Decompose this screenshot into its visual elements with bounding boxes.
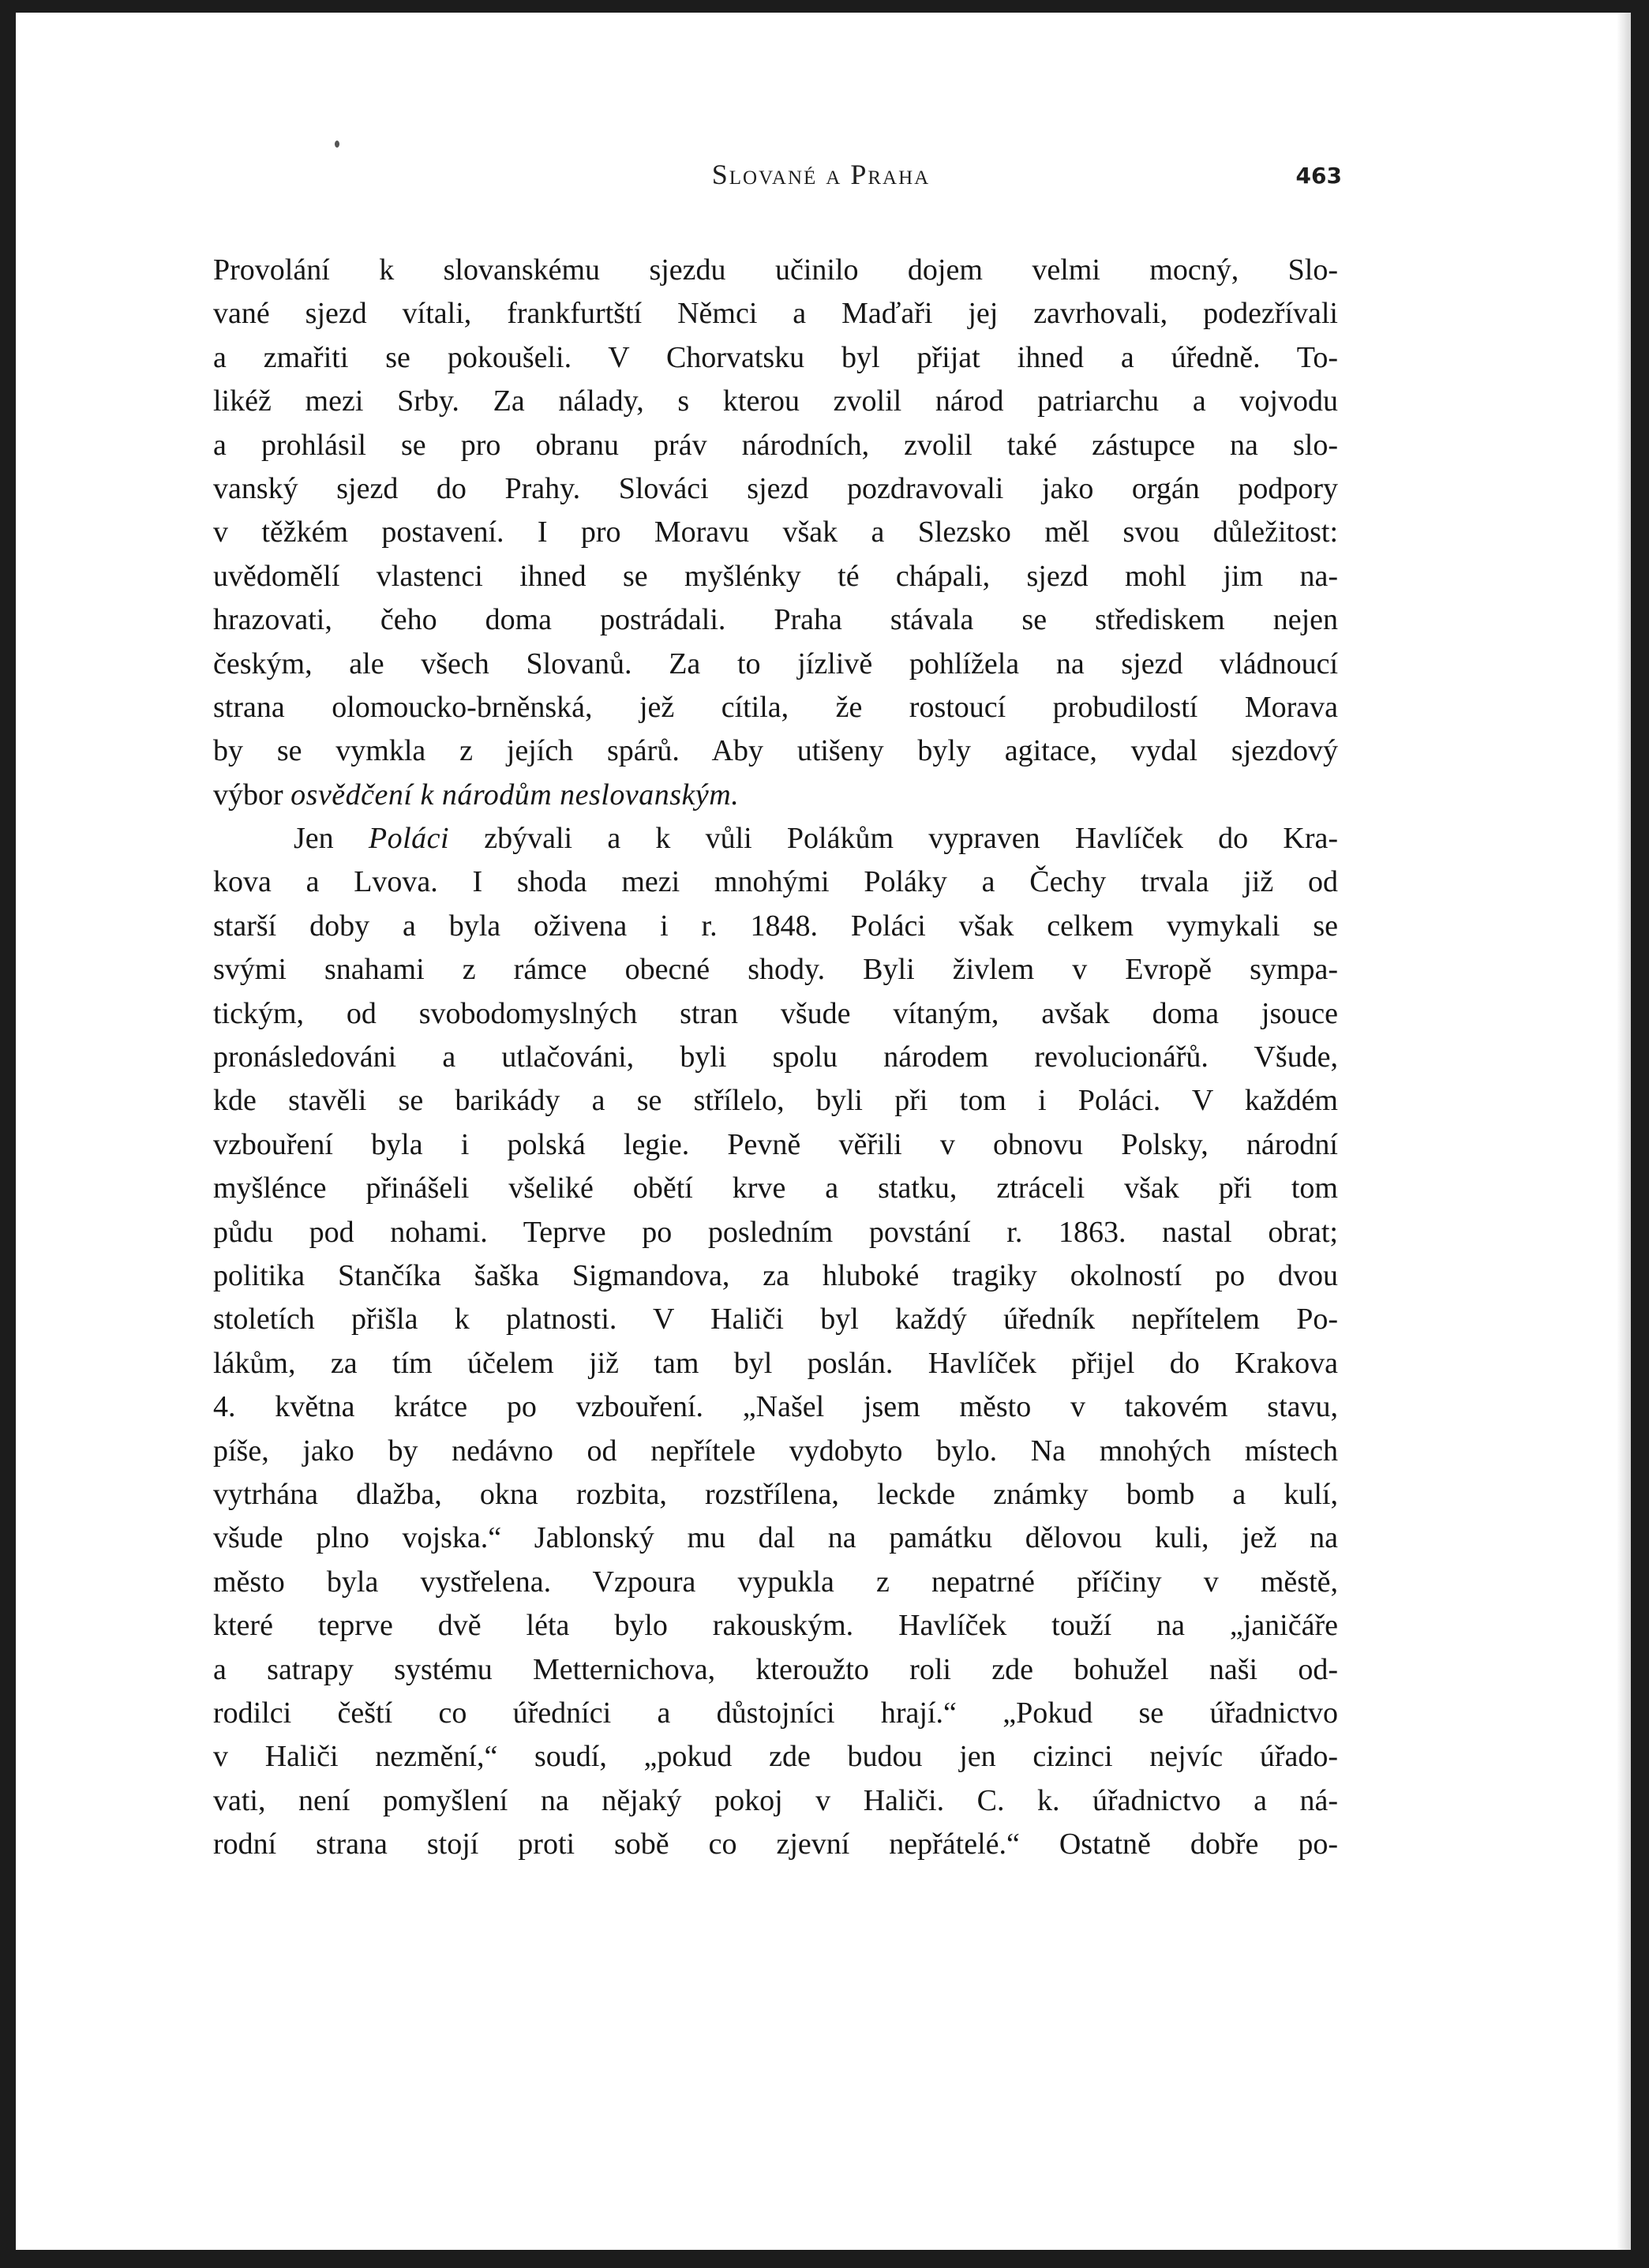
- text-line: píše, jako by nedávno od nepřítele vydobyto bylo. Na mnohých místech: [213, 1434, 1338, 1468]
- text-line: starší doby a byla oživena i r. 1848. Poláci však celkem vymykali se: [213, 909, 1338, 943]
- text-line: vzbouření byla i polská legie. Pevně věřili v obnovu Polsky, národní: [213, 1127, 1338, 1161]
- text-line: vytrhána dlažba, okna rozbita, rozstřílena, leckde známky bomb a kulí,: [213, 1477, 1338, 1511]
- text-line: strana olomoucko-brněnská, jež cítila, že rostoucí probudilostí Morava: [213, 690, 1338, 724]
- text-line: hrazovati, čeho doma postrádali. Praha stávala se střediskem nejen: [213, 603, 1338, 637]
- text-line: všude plno vojska.“ Jablonský mu dal na památku dělovou kuli, jež na: [213, 1521, 1338, 1555]
- scan-border-top: [0, 0, 1649, 13]
- paragraph-2-first-line: [213, 817, 1338, 860]
- text-line-last-para1: [213, 774, 860, 817]
- text-line: a prohlásil se pro obranu práv národních, zvolil také zástupce na slo-: [213, 428, 1338, 462]
- text-line: českým, ale všech Slovanů. Za to jízlivě pohlížela na sjezd vládnoucí: [213, 647, 1338, 680]
- text-line: město byla vystřelena. Vzpoura vypukla z nepatrné příčiny v městě,: [213, 1565, 1338, 1599]
- page-number: 463: [1295, 163, 1342, 189]
- text-line: Provolání k slovanskému sjezdu učinilo dojem velmi mocný, Slo-: [213, 253, 1338, 287]
- running-header-title: Slované a Praha: [711, 159, 931, 190]
- text-line: lákům, za tím účelem již tam byl poslán. Havlíček přijel do Krakova: [213, 1346, 1338, 1380]
- text-line: pronásledováni a utlačováni, byli spolu národem revolucionářů. Všude,: [213, 1040, 1338, 1074]
- scan-border-right: [1631, 0, 1649, 2268]
- text-line: politika Stančíka šaška Sigmandova, za hluboké tragiky okolností po dvou: [213, 1258, 1338, 1292]
- body-text: [213, 249, 1338, 1866]
- text-line-prefix: výbor: [213, 778, 291, 812]
- text-line: 4. května krátce po vzbouření. „Našel jsem město v takovém stavu,: [213, 1390, 1338, 1424]
- text-line: které teprve dvě léta bylo rakouským. Havlíček touží na „janičáře: [213, 1609, 1338, 1643]
- text-line: rodilci čeští co úředníci a důstojníci hrají.“ „Pokud se úřadnictvo: [213, 1696, 1338, 1730]
- text-line: v Haliči nezmění,“ soudí, „pokud zde budou jen cizinci nejvíc úřado-: [213, 1740, 1338, 1774]
- italic-title: osvědčení k národům neslovanským.: [290, 778, 740, 812]
- text-line: svými snahami z rámce obecné shody. Byli živlem v Evropě sympa-: [213, 953, 1338, 987]
- text-line: kde stavěli se barikády a se střílelo, byli při tom i Poláci. V každém: [213, 1084, 1338, 1118]
- text-line: kova a Lvova. I shoda mezi mnohými Poláky a Čechy trvala již od: [213, 865, 1338, 899]
- scan-border-bottom: [0, 2250, 1649, 2268]
- text-line: v těžkém postavení. I pro Moravu však a Slezsko měl svou důležitost:: [213, 515, 1338, 549]
- text-line: půdu pod nohami. Teprve po posledním povstání r. 1863. nastal obrat;: [213, 1215, 1338, 1249]
- text-line: a satrapy systému Metternichova, kteroužto roli zde bohužel naši od-: [213, 1652, 1338, 1686]
- scan-border-left: [0, 0, 16, 2268]
- text-line: uvědomělí vlastenci ihned se myšlénky té chápali, sjezd mohl jim na-: [213, 559, 1338, 593]
- text-line: myšlénce přinášeli všeliké obětí krve a statku, ztráceli však při tom: [213, 1171, 1338, 1205]
- text-line: vanský sjezd do Prahy. Slováci sjezd pozdravovali jako orgán podpory: [213, 471, 1338, 505]
- text-line: a zmařiti se pokoušeli. V Chorvatsku byl přijat ihned a úředně. To-: [213, 340, 1338, 374]
- text-line: vané sjezd vítali, frankfurtští Němci a Maďaři jej zavrhovali, podezřívali: [213, 297, 1338, 331]
- ink-speck: [335, 141, 339, 148]
- text-line: stoletích přišla k platnosti. V Haliči byl každý úředník nepřítelem Po-: [213, 1303, 1338, 1336]
- text-line: rodní strana stojí proti sobě co zjevní nepřátelé.“ Ostatně dobře po-: [213, 1828, 1338, 1861]
- text-line: likéž mezi Srby. Za nálady, s kterou zvolil národ patriarchu a vojvodu: [213, 384, 1338, 418]
- text-line: vati, není pomyšlení na nějaký pokoj v Haliči. C. k. úřadnictvo a ná-: [213, 1783, 1338, 1817]
- italic-term: Poláci: [368, 822, 450, 856]
- text-line: by se vymkla z jejích spárů. Aby utišeny byly agitace, vydal sjezdový: [213, 734, 1338, 768]
- text-fragment: zbývali a k vůli Polákům vypraven Havlíček do Kra-: [449, 822, 1338, 856]
- text-line: tickým, od svobodomyslných stran všude vítaným, avšak doma jsouce: [213, 996, 1338, 1030]
- text-fragment: Jen: [294, 822, 369, 856]
- page-edge-shadow: [1617, 13, 1631, 2250]
